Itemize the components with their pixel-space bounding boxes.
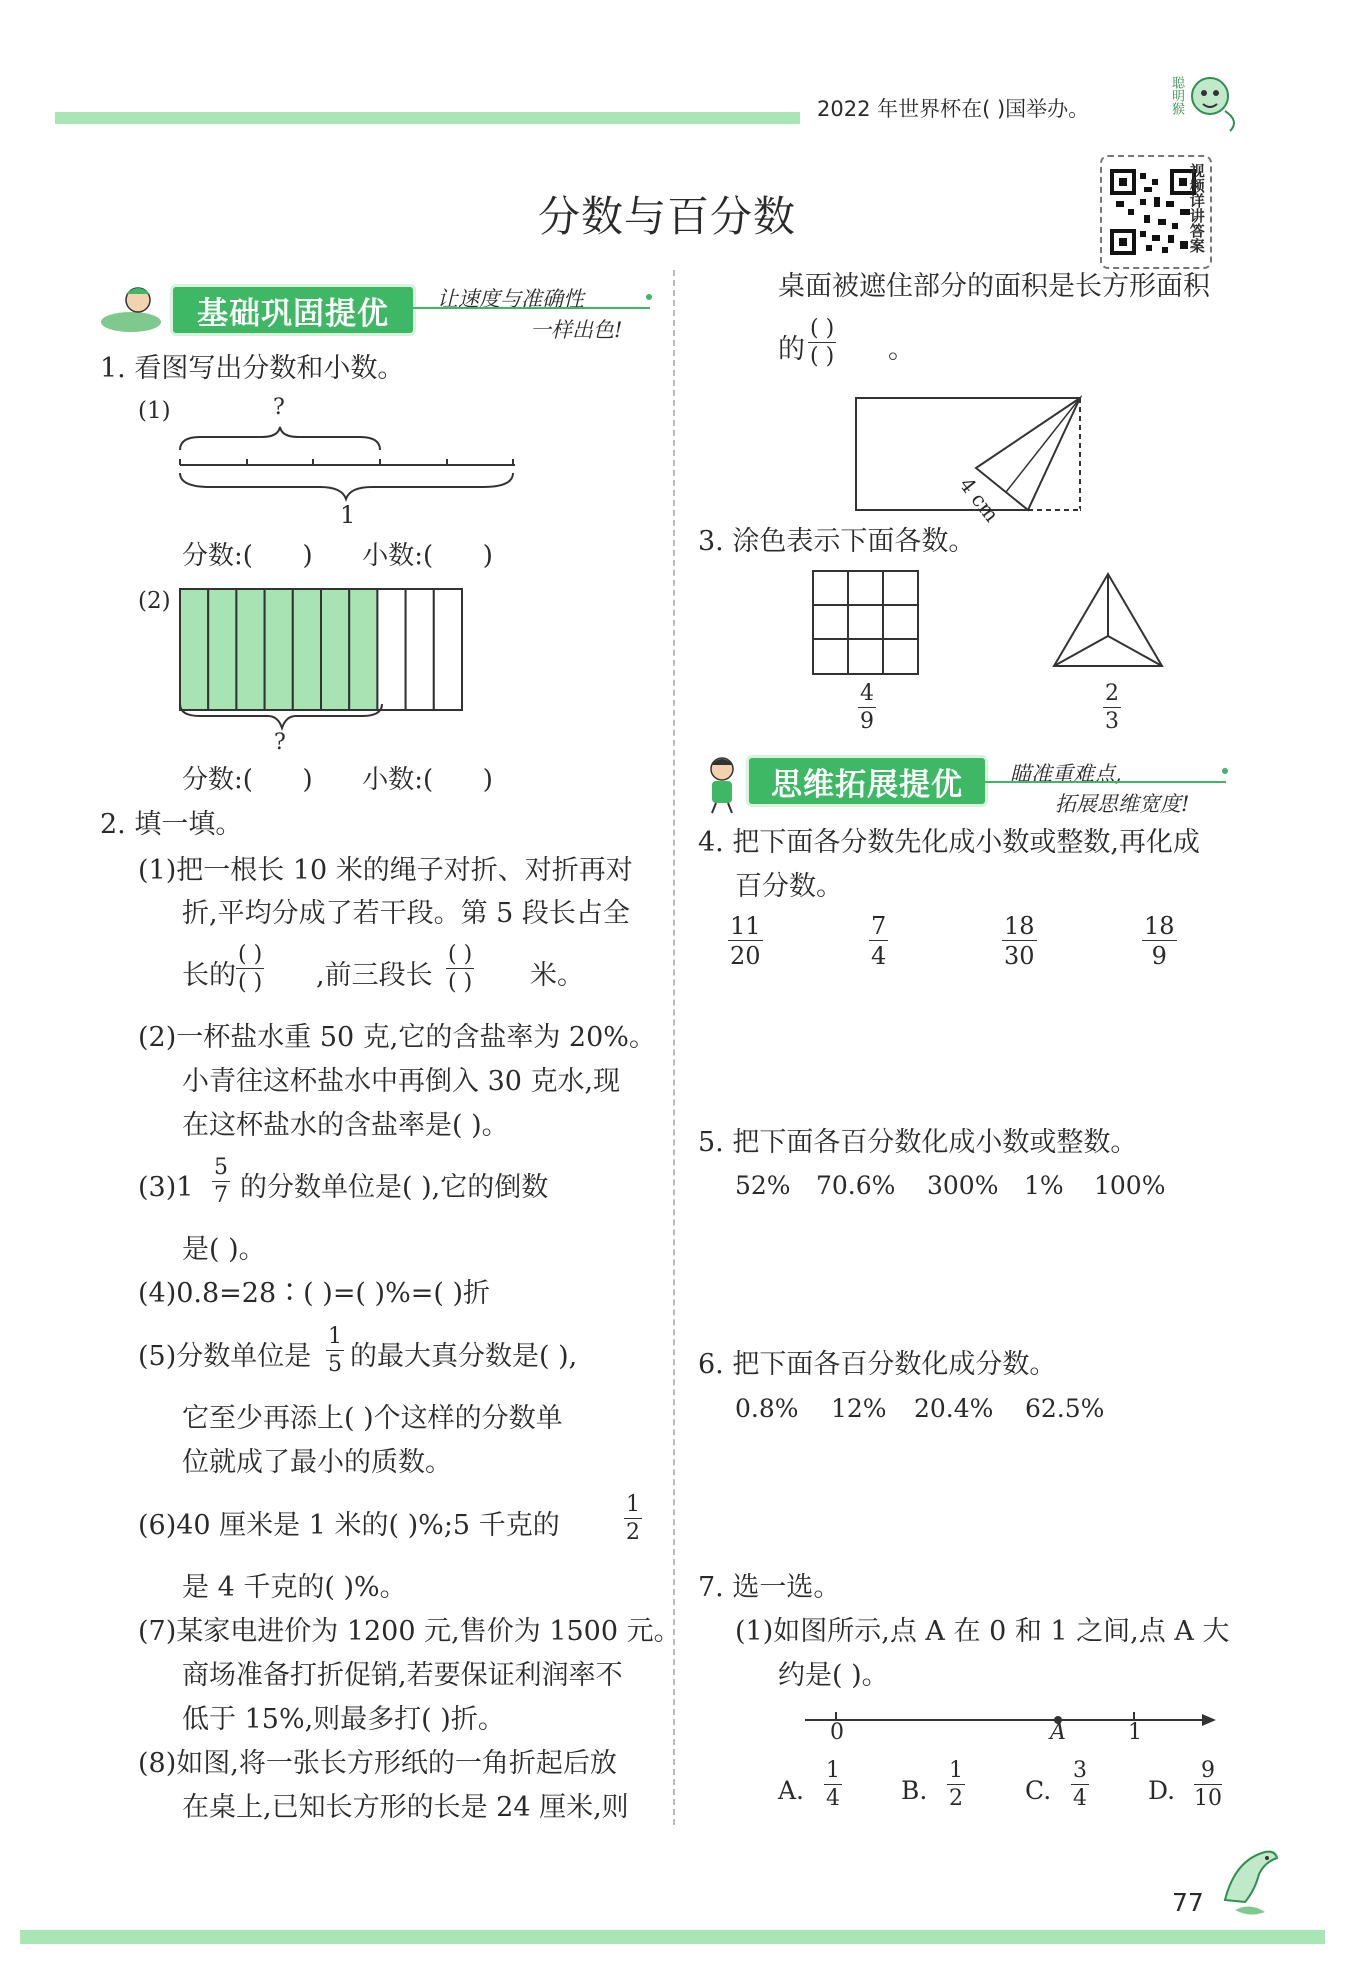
q6-stem: 6. 把下面各百分数化成分数。 [698,1349,1057,1380]
section1-underline [410,307,650,309]
section1-slogan-1: 让速度与准确性 [437,287,584,311]
q2-s8-line2: 在桌上,已知长方形的长是 24 厘米,则 [182,1792,629,1823]
section1-slogan-2: 一样出色! [530,318,623,342]
denominator: 4 [826,1786,840,1811]
q7-option-label[interactable]: D. [1148,1776,1176,1805]
q4-stem-line2: 百分数。 [735,871,843,902]
stripe-cell [377,589,405,710]
q3-grid-3x3[interactable] [812,570,920,676]
q1-stem: 1. 看图写出分数和小数。 [100,353,405,384]
stripe-cell [180,589,208,710]
q2-s1-line3c: 米。 [530,960,584,991]
numerator: 1 [949,1758,963,1783]
q2-s1-line3b: ,前三段长 [316,960,433,991]
q5-item: 52% [735,1171,791,1200]
q7-option-fraction [824,1760,842,1810]
header-trivia: 2022 年世界杯在( )国举办。 [817,97,1090,121]
q3-fraction-1 [858,683,876,733]
q7-option-fraction [947,1760,965,1810]
q1-p2-label: (2) [138,588,171,614]
stripe-cell [265,589,293,710]
footer-bar [20,1930,1325,1944]
q1-p2-answer: 分数:( ) 小数:( ) [182,765,493,795]
q2-s5-fraction [326,1326,344,1376]
q2-s3-a: (3)1 [138,1172,194,1203]
q2-s7-line1: (7)某家电进价为 1200 元,售价为 1500 元。 [138,1616,681,1647]
q7-option-fraction [1194,1760,1222,1810]
denominator: 7 [214,1183,228,1208]
q7-stem: 7. 选一选。 [698,1572,841,1603]
blank-numerator: ( ) [238,942,263,967]
section2-slogan-2: 拓展思维宽度! [1055,792,1190,816]
q2-s8-line1: (8)如图,将一张长方形纸的一角折起后放 [138,1748,617,1779]
q2-s8-blank-fraction [808,318,836,368]
numerator: 1 [626,1492,640,1517]
q4-fraction [1002,914,1037,968]
dolphin-icon [1215,1840,1285,1920]
q2-s3-mixed-fraction [212,1157,230,1207]
axis-point-a-label: A [1050,1720,1066,1745]
q7-s1-line1: (1)如图所示,点 A 在 0 和 1 之间,点 A 大 [735,1616,1230,1647]
stripe-cell [208,589,236,710]
q5-item: 300% [927,1171,999,1200]
numerator: 11 [730,912,761,940]
stripe-cell [321,589,349,710]
stripe-cell [406,589,434,710]
blank-denominator: ( ) [238,970,263,995]
numerator: 9 [1201,1758,1215,1783]
q2-s1-line2: 折,平均分成了若干段。第 5 段长占全 [182,898,630,929]
q3-stem: 3. 涂色表示下面各数。 [698,526,976,557]
q2-s3-b: 的分数单位是( ),它的倒数 [240,1172,549,1203]
denominator: 9 [1151,942,1167,970]
section1-underline-dot [646,294,652,300]
q1-p1-question-mark: ? [273,395,285,420]
q2-s2-line2: 小青往这杯盐水中再倒入 30 克水,现 [182,1066,621,1097]
header-bar [55,112,800,124]
fold-length-label: 4 cm [954,472,1004,527]
numerator: 4 [860,681,874,706]
q2-s6-line2: 是 4 千克的( )%。 [182,1572,407,1603]
q4-fraction [1142,914,1177,968]
numerator: 18 [1004,912,1035,940]
q2-s8-line3: 桌面被遮住部分的面积是长方形面积 [778,271,1210,302]
denominator: 30 [1004,942,1035,970]
q6-item: 62.5% [1025,1394,1105,1423]
q2-s5-b: 的最大真分数是( ), [350,1341,578,1372]
denominator: 10 [1194,1786,1222,1811]
q1-p1-answer: 分数:( ) 小数:( ) [182,541,493,571]
qr-code[interactable] [1100,155,1212,269]
q2-s1-blank-fraction-1 [236,944,264,994]
stripe-cell [293,589,321,710]
denominator: 20 [730,942,761,970]
q2-s8-line4: 的 [778,334,805,365]
denominator: 2 [949,1786,963,1811]
blank-numerator: ( ) [810,316,835,341]
section2-underline [982,781,1226,783]
q5-stem: 5. 把下面各百分数化成小数或整数。 [698,1127,1138,1158]
mascot-text: 聪明猴 [1169,76,1184,115]
denominator: 4 [1073,1786,1087,1811]
section2-slogan-1: 瞄准重难点, [1010,762,1122,786]
q2-s1-line1: (1)把一根长 10 米的绳子对折、对折再对 [138,855,633,886]
axis-zero-label: 0 [830,1720,844,1745]
q2-s8-line4b: 。 [888,334,915,365]
blank-numerator: ( ) [448,942,473,967]
q2-s7-line3: 低于 15%,则最多打( )折。 [182,1704,505,1735]
q6-item: 0.8% [735,1394,799,1423]
denominator: 4 [871,942,887,970]
q7-option-label[interactable]: A. [778,1776,805,1805]
q5-item: 70.6% [816,1171,896,1200]
q2-stem: 2. 填一填。 [100,809,243,840]
q2-s6-fraction [624,1494,642,1544]
q2-s1-line3a: 长的 [182,960,236,991]
q6-item: 20.4% [914,1394,994,1423]
q3-triangle[interactable] [1050,572,1166,670]
qr-pattern-icon [1110,169,1196,255]
q2-s5-line3: 位就成了最小的质数。 [182,1447,452,1478]
section1-banner: 基础巩固提优 [170,284,416,336]
stripe-cell [434,589,462,710]
page-title: 分数与百分数 [538,192,797,241]
section2-underline-dot [1222,768,1228,774]
numerator: 3 [1073,1758,1087,1783]
q2-s6-a: (6)40 厘米是 1 米的( )%;5 千克的 [138,1510,560,1541]
numerator: 18 [1144,912,1175,940]
q4-fraction [728,914,763,968]
mascot-monkey-icon [1170,66,1242,136]
column-divider [673,270,675,1825]
page-number: 77 [1172,1888,1204,1917]
section1-mascot-icon [96,280,166,335]
qr-label: 视频详讲答案 [1187,163,1206,253]
numerator: 2 [1105,681,1119,706]
axis-one-label: 1 [1128,1720,1142,1745]
numerator: 1 [328,1324,342,1349]
q7-number-line [800,1706,1220,1736]
q1-p1-whole: 1 [340,501,356,529]
denominator: 9 [860,709,874,734]
q1-p2-stripe-rectangle [178,587,464,712]
blank-denominator: ( ) [448,970,473,995]
q1-p1-label: (1) [138,398,171,424]
numerator: 7 [871,912,887,940]
q7-s1-line2: 约是( )。 [778,1660,889,1691]
denominator: 5 [328,1352,342,1377]
q2-s1-blank-fraction-2 [446,944,474,994]
blank-denominator: ( ) [810,344,835,369]
section2-mascot-icon [698,755,748,815]
q2-s7-line2: 商场准备打折促销,若要保证利润率不 [182,1660,623,1691]
q4-fraction [869,914,888,968]
q2-s4: (4)0.8=28∶( )=( )%=( )折 [138,1278,491,1309]
denominator: 2 [626,1520,640,1545]
q6-item: 12% [831,1394,887,1423]
q5-item: 1% [1024,1171,1064,1200]
q5-item: 100% [1094,1171,1166,1200]
q7-option-label[interactable]: B. [901,1776,928,1805]
q4-stem-line1: 4. 把下面各分数先化成小数或整数,再化成 [698,827,1200,858]
numerator: 5 [214,1155,228,1180]
q3-fraction-2 [1103,683,1121,733]
q2-s2-line1: (2)一杯盐水重 50 克,它的含盐率为 20%。 [138,1022,656,1053]
q2-s2-line3: 在这杯盐水的含盐率是( )。 [182,1110,509,1141]
q1-p2-question-mark: ? [274,730,286,755]
numerator: 1 [826,1758,840,1783]
stripe-cell [349,589,377,710]
stripe-cell [236,589,264,710]
denominator: 3 [1105,709,1119,734]
q2-s5-a: (5)分数单位是 [138,1341,312,1372]
section2-banner: 思维拓展提优 [746,755,988,807]
q2-s5-line2: 它至少再添上( )个这样的分数单 [182,1403,563,1434]
q7-option-fraction [1071,1760,1089,1810]
q7-option-label[interactable]: C. [1025,1776,1052,1805]
q2-s3-line2: 是( )。 [182,1234,266,1265]
